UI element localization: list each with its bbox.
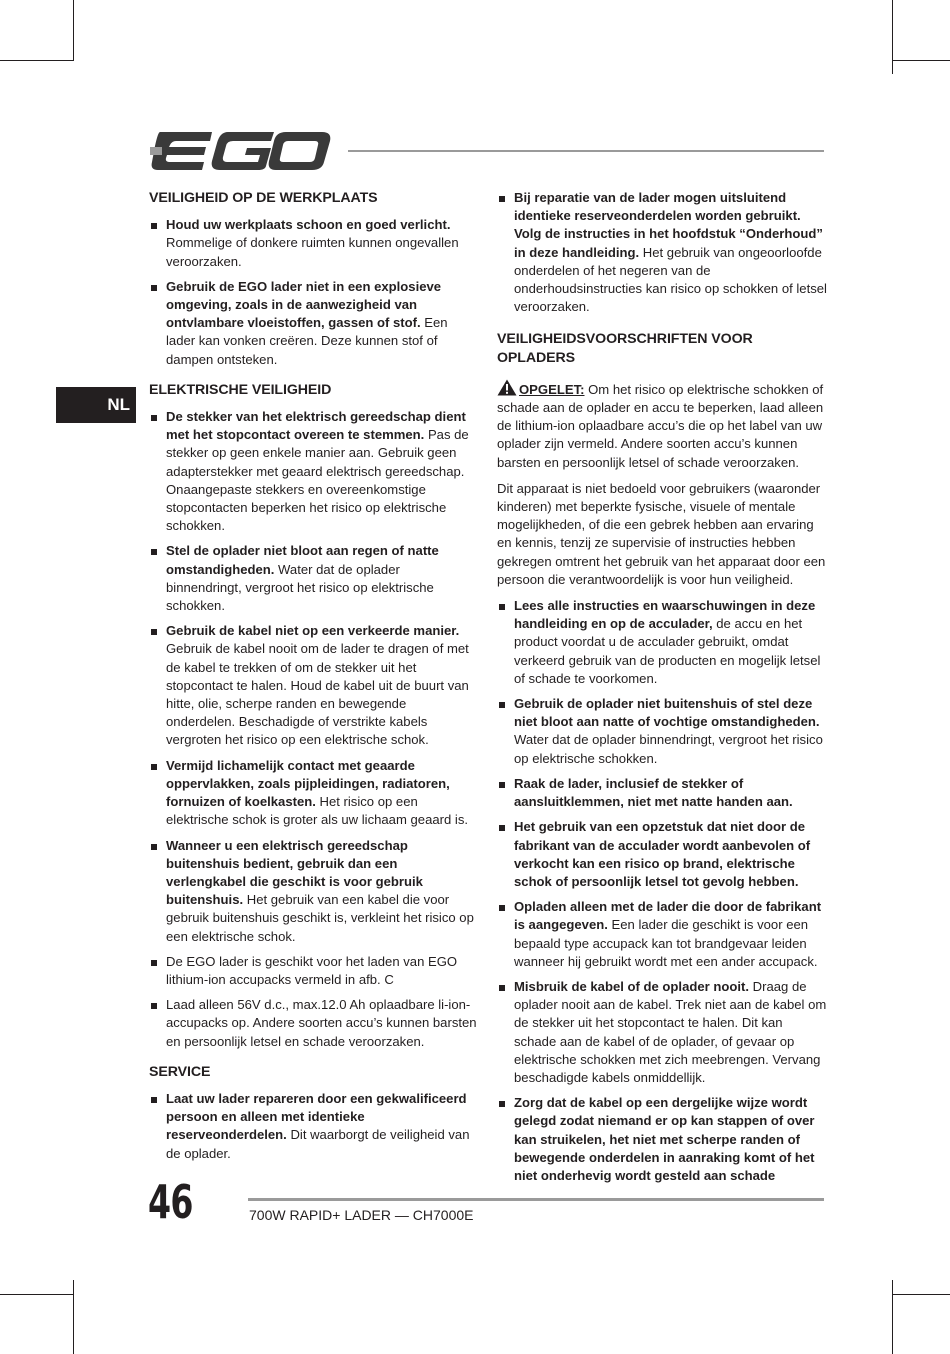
- crop-mark: [73, 1280, 74, 1354]
- list-item: Raak de lader, inclusief de stekker of aansluitklemmen, niet met natte handen aan.: [497, 775, 827, 811]
- body-paragraph: Dit apparaat is niet bedoeld voor gebruikers (waaronder kinderen) met beperkte fysische, visuele of mentale mogelijkheden, of die een gebrek hebben aan ervaring en kennis, tenzij ze supervisie of instructies hebben gekregen omtrent het gebruik van het apparaat door een persoon die verantwoordelijk is voor hun veiligheid.: [497, 480, 826, 587]
- list-item: Bij reparatie van de lader mogen uitsluitend identieke reserveonderdelen worden gebruikt. Volg de instructies in het hoofdstuk “Onderhoud” in deze handleiding. Het gebruik van ongeoorloofde onderdelen of het negeren van de onderhoudsinstructies kan risico op schokken of letsel veroorzaken.: [497, 189, 827, 316]
- language-tab: NL: [56, 387, 136, 423]
- footer-rule: [248, 1198, 824, 1201]
- crop-mark: [0, 1294, 73, 1295]
- crop-mark: [892, 1280, 893, 1354]
- list-item: Zorg dat de kabel op een dergelijke wijze wordt gelegd zodat niemand er op kan stappen of over kan struikelen, het niet met scherpe randen of bewegende onderdelen in aanraking komt of het niet onderhevig wordt gesteld aan schade: [497, 1094, 827, 1185]
- werkplaats-list: [149, 216, 479, 369]
- warning-text: Om het risico op elektrische schokken of schade aan de oplader en accu te beperken, laad alleen de lithium-ion oplaadbare accu’s die op het label van uw oplader zijn vermeld. Andere soorten accu’s kunnen barsten en persoonlijk letsel of schade veroorzaken.: [497, 381, 824, 470]
- opladers-list: [497, 597, 827, 1185]
- list-item: Opladen alleen met de lader die door de fabrikant is aangegeven. Een lader die geschikt is voor een bepaald type accupack kan tot brandgevaar leiden wanneer hij gebruikt wordt met een ander accupack.: [497, 898, 827, 971]
- list-item: Laad alleen 56V d.c., max.12.0 Ah oplaadbare li-ion-accupacks op. Andere soorten accu’s kunnen barsten en persoonlijk letsel en schade veroorzaken.: [149, 996, 479, 1051]
- crop-mark: [892, 60, 950, 61]
- warning-triangle-icon: [497, 379, 517, 396]
- right-column: [497, 189, 827, 1197]
- list-item: De stekker van het elektrisch gereedschap dient met het stopcontact overeen te stemmen. Pas de stekker op geen enkele manier aan. Gebruik geen adapterstekker met geaard elektrisch gereedschap. Onaangepaste stekkers en overeenkomstige stopcontacten beperken het risico op elektrische schokken.: [149, 408, 479, 535]
- list-item: Lees alle instructies en waarschuwingen in deze handleiding en op de acculader, de accu en het product voordat u de acculader gebruikt, omdat verkeerd gebruik van de producten en mogelijk letsel of schade te voorkomen.: [497, 597, 827, 688]
- ego-logo: [150, 130, 332, 172]
- list-item: Gebruik de oplader niet buitenshuis of stel deze niet bloot aan natte of vochtige omstandigheden. Water dat de oplader binnendringt, vergroot het risico op elektrische schokken.: [497, 695, 827, 768]
- list-item: Vermijd lichamelijk contact met geaarde oppervlakken, zoals pijpleidingen, radiatoren, fornuizen of koelkasten. Het risico op een elektrische schok is groter als uw lichaam geaard is.: [149, 757, 479, 830]
- list-item: De EGO lader is geschikt voor het laden van EGO lithium-ion accupacks vermeld in afb. C: [149, 953, 479, 989]
- section-heading-opladers: VEILIGHEIDSVOORSCHRIFTEN VOOR OPLADERS: [497, 331, 753, 366]
- section-heading-elektrisch: ELEKTRISCHE VEILIGHEID: [149, 381, 332, 398]
- list-item: Houd uw werkplaats schoon en goed verlicht. Rommelige of donkere ruimten kunnen ongevallen veroorzaken.: [149, 216, 479, 271]
- crop-mark: [892, 0, 893, 74]
- crop-mark: [0, 60, 73, 61]
- list-item: Wanneer u een elektrisch gereedschap buitenshuis bedient, gebruik dan een verlengkabel die geschikt is voor gebruik buitenshuis. Het gebruik van een kabel die voor gebruik buitenshuis geschikt is, verkleint het risico op een elektrische schok.: [149, 837, 479, 946]
- list-item: Gebruik de EGO lader niet in een explosieve omgeving, zoals in de aanwezigheid van ontvlambare vloeistoffen, gassen of stof. Een lader kan vonken creëren. Deze kunnen stof of dampen ontsteken.: [149, 278, 479, 369]
- section-heading-service: SERVICE: [149, 1063, 211, 1080]
- section-heading-werkplaats: VEILIGHEID OP DE WERKPLAATS: [149, 190, 378, 206]
- page-number: 46: [148, 1175, 193, 1229]
- warning-paragraph: [497, 379, 827, 472]
- list-item: Het gebruik van een opzetstuk dat niet door de fabrikant van de acculader wordt aanbevolen of verkocht kan een risico op brand, elektrische schok of persoonlijk letsel tot gevolg hebben.: [497, 818, 827, 891]
- left-column: [149, 189, 479, 1175]
- crop-mark: [73, 0, 74, 61]
- list-item: Laat uw lader repareren door een gekwalificeerd persoon en alleen met identieke reserveonderdelen. Dit waarborgt de veiligheid van de oplader.: [149, 1090, 479, 1163]
- list-item: Stel de oplader niet bloot aan regen of natte omstandigheden. Water dat de oplader binnendringt, vergroot het risico op elektrische schokken.: [149, 542, 479, 615]
- header-rule: [348, 150, 824, 152]
- service-list: [149, 1090, 479, 1163]
- reparatie-list: [497, 189, 827, 316]
- crop-mark: [892, 1294, 950, 1295]
- list-item: Misbruik de kabel of de oplader nooit. Draag de oplader nooit aan de kabel. Trek niet aan de kabel om de stekker uit het stopcontact te halen. Dit kan schade aan de kabel of de oplader, of gevaar op elektrische schokken met zich meebrengen. Vervang beschadigde kabels onmiddellijk.: [497, 978, 827, 1087]
- warning-label: OPGELET:: [519, 381, 585, 397]
- footer-title: 700W RAPID+ LADER — CH7000E: [249, 1207, 474, 1223]
- elektrisch-list: [149, 408, 479, 1051]
- list-item: Gebruik de kabel niet op een verkeerde manier. Gebruik de kabel nooit om de lader te dragen of met de kabel te trekken of om de stekker uit het stopcontact te halen. Houd de kabel uit de buurt van hitte, olie, scherpe randen en bewegende onderdelen. Beschadigde of verstrikte kabels vergroten het risico op een elektrische schok.: [149, 622, 479, 749]
